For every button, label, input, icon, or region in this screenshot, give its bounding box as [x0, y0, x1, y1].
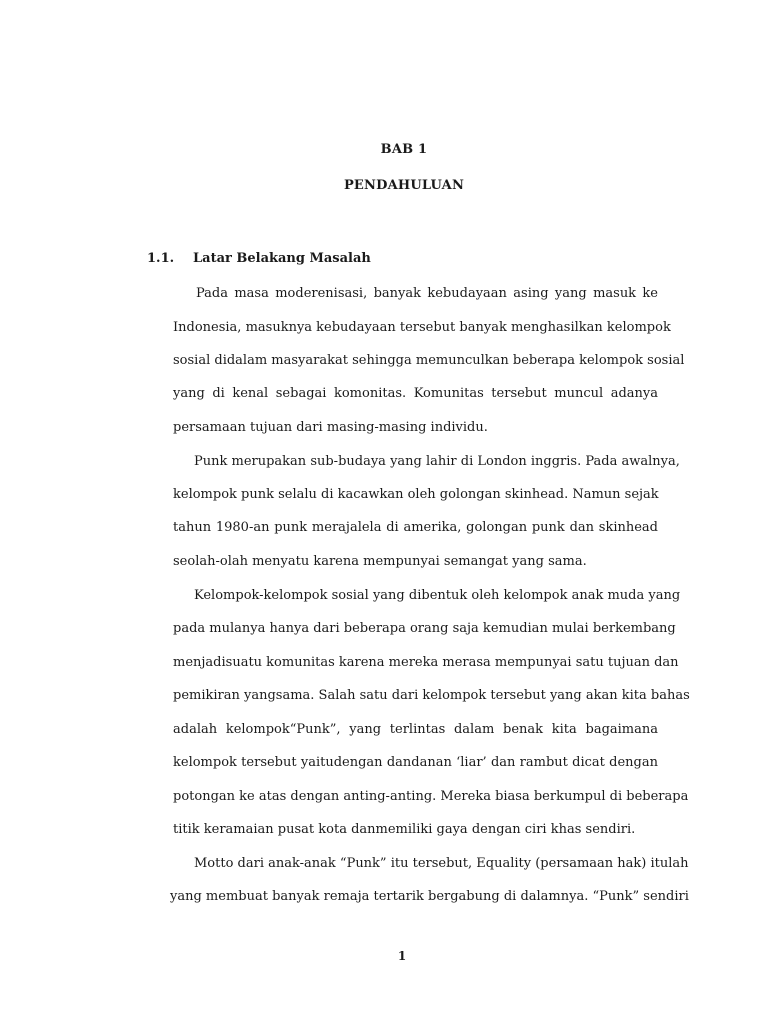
paragraph-line: titik keramaian pusat kota danmemiliki gaya dengan ciri khas sendiri.	[173, 822, 636, 837]
paragraph-line: pada mulanya hanya dari beberapa orang saja kemudian mulai berkembang	[173, 621, 676, 636]
page-number: 1	[397, 949, 407, 963]
section-number: 1.1.	[147, 251, 175, 266]
paragraph-line: Motto dari anak-anak “Punk” itu tersebut, Equality (persamaan hak) itulah	[194, 856, 689, 871]
paragraph-line: persamaan tujuan dari masing-masing individu.	[173, 420, 488, 435]
paragraph-line: potongan ke atas dengan anting-anting. Mereka biasa berkumpul di beberapa	[173, 789, 689, 804]
paragraph-line: Pada masa moderenisasi, banyak kebudayaan asing yang masuk ke	[196, 286, 658, 301]
paragraph-line: Punk merupakan sub-budaya yang lahir di London inggris. Pada awalnya,	[194, 454, 680, 469]
paragraph-line: kelompok tersebut yaitudengan dandanan ‘liar’ dan rambut dicat dengan	[173, 755, 658, 770]
section-title: Latar Belakang Masalah	[193, 251, 371, 266]
paragraph-line: Indonesia, masuknya kebudayaan tersebut banyak menghasilkan kelompok	[173, 320, 671, 335]
paragraph-line: pemikiran yangsama. Salah satu dari kelompok tersebut yang akan kita bahas	[173, 688, 690, 703]
chapter-number: BAB 1	[380, 142, 428, 157]
section-heading	[147, 251, 371, 266]
paragraph-line: tahun 1980-an punk merajalela di amerika, golongan punk dan skinhead	[173, 520, 658, 535]
chapter-title: PENDAHULUAN	[343, 178, 465, 193]
paragraph-line: yang membuat banyak remaja tertarik bergabung di dalamnya. “Punk” sendiri	[170, 889, 689, 904]
paragraph-line: yang di kenal sebagai komonitas. Komunitas tersebut muncul adanya	[173, 386, 658, 401]
paragraph-line: adalah kelompok“Punk”, yang terlintas dalam benak kita bagaimana	[173, 722, 658, 737]
paragraph-line: menjadisuatu komunitas karena mereka merasa mempunyai satu tujuan dan	[173, 655, 679, 670]
paragraph-line: sosial didalam masyarakat sehingga memunculkan beberapa kelompok sosial	[173, 353, 685, 368]
paragraph-line: kelompok punk selalu di kacawkan oleh golongan skinhead. Namun sejak	[173, 487, 659, 502]
paragraph-line: seolah-olah menyatu karena mempunyai semangat yang sama.	[173, 554, 587, 569]
paragraph-line: Kelompok-kelompok sosial yang dibentuk oleh kelompok anak muda yang	[194, 588, 681, 603]
